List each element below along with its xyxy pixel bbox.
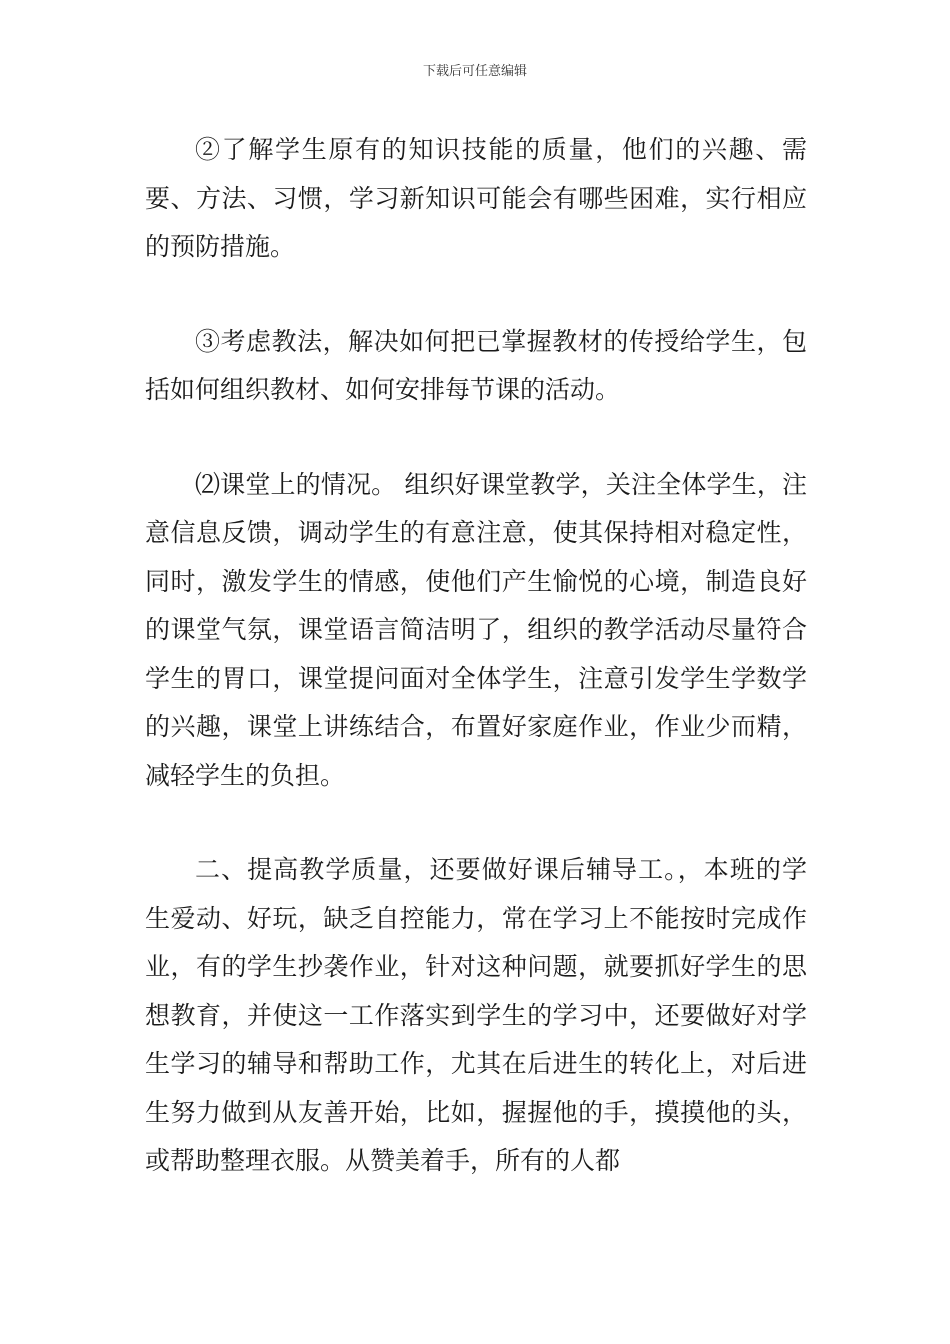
paragraph-1: ②了解学生原有的知识技能的质量，他们的兴趣、需要、方法、习惯，学习新知识可能会有哪些困难，实行相应的预防措施。	[145, 135, 807, 261]
page-header-note: 下载后可任意编辑	[422, 64, 527, 79]
paragraph-3: ⑵课堂上的情况。 组织好课堂教学，关注全体学生，注意信息反馈，调动学生的有意注意，使其保持相对稳定性，同时，激发学生的情感，使他们产生愉悦的心境，制造良好的课堂气氛，课堂语言简洁明了，组织的教学活动尽量符合学生的胃口，课堂提问面对全体学生，注意引发学生学数学的兴趣，课堂上讲练结合，布置好家庭作业，作业少而精，减轻学生的负担。	[145, 469, 807, 790]
paragraph-2: ③考虑教法，解决如何把已掌握教材的传授给学生，包括如何组织教材、如何安排每节课的活动。	[145, 326, 807, 404]
paragraph-4: 二、提高教学质量，还要做好课后辅导工。，本班的学生爱动、好玩，缺乏自控能力，常在学习上不能按时完成作业，有的学生抄袭作业，针对这种问题，就要抓好学生的思想教育，并使这一工作落实到学生的学习中，还要做好对学生学习的辅导和帮助工作，尤其在后进生的转化上，对后进生努力做到从友善开始，比如，握握他的手，摸摸他的头，或帮助整理衣服。从赞美着手，所有的人都	[145, 855, 807, 1175]
document-body	[145, 126, 807, 1232]
